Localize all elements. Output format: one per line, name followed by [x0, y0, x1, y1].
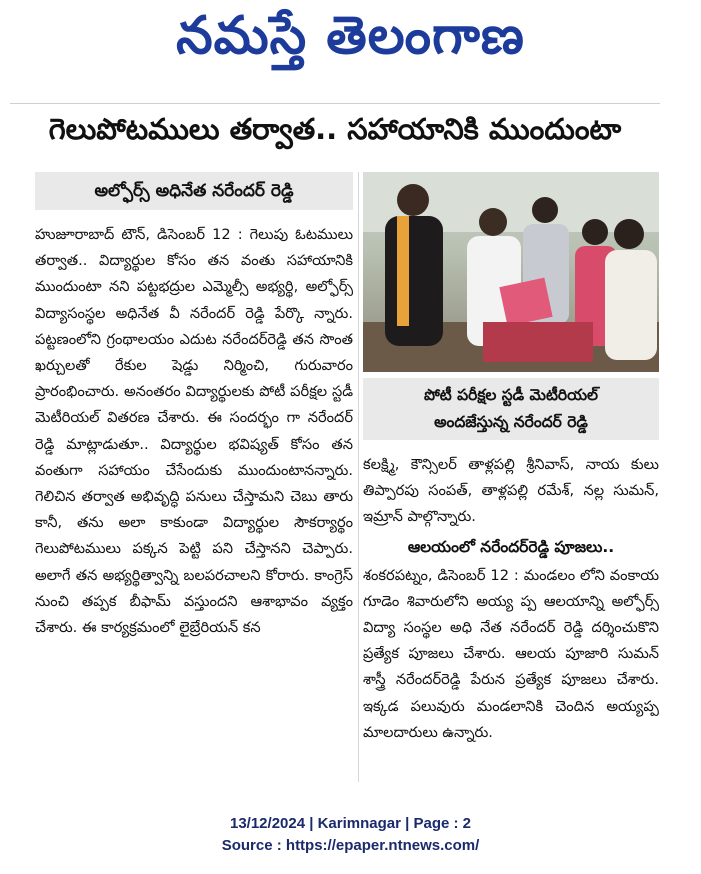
article-body: హుజూరాబాద్ టౌన్, డిసెంబర్ 12 : గెలుపు ఓటములు తర్వాత.. విద్యార్థుల కోసం తన వంతు సహాయానికి ముందుంటా నని పట్టభద్రుల ఎమ్మెల్సీ అభ్యర్థి, అల్ఫోర్స్ విద్యాసంస్థల అధినేత వీ నరేందర్ రెడ్డి పేర్కొ న్నారు. పట్టణంలోని గ్రంథాలయం ఎదుట నరేందర్‌రెడ్డి తన సొంత ఖర్చులతో రేకుల షెడ్డు నిర్మించి, గురువారం ప్రారంభించారు. అనంతరం విద్యార్థులకు పోటీ పరీక్షల స్టడీ మెటీరియల్ వితరణ చేశారు. ఈ సందర్భం గా నరేందర్ రెడ్డి మాట్లాడుతూ.. విద్యార్థుల భవిష్యత్ కోసం తన వంతుగా సహాయం చేసేందుకు ముందుంటానన్నారు. గెలిచిన తర్వాత అభివృద్ధి పనులు చేస్తామని చెబు తారు కానీ, తను అలా కాకుండా విద్యార్థుల సౌకర్యార్థం గెలుపోటములు పక్కన పెట్టి పని చేస్తానని చెప్పారు. అలాగే తన అభ్యర్థిత్వాన్ని బలపరచాలని కోరారు. కాంగ్రెస్ నుంచి తప్పక బీఫామ్ వస్తుందని ఆశాభావం వ్యక్తం చేశారు. ఈ కార్యక్రమంలో లైబ్రేరియన్ కన: [35, 226, 353, 637]
headline: గెలుపోటములు తర్వాత.. సహాయానికి ముందుంటా: [48, 112, 622, 146]
source-footer: [0, 813, 701, 857]
article-continued: కలక్ష్మి, కౌన్సిలర్ తాళ్లపల్లి శ్రీనివాస్, నాయ కులు తిప్పారపు సంపత్, తాళ్లపల్లి రమేశ్, నల్ల సుమన్, ఇమ్రాన్ పాల్గొన్నారు.: [363, 456, 659, 526]
article2-subhead: ఆలయంలో నరేందర్‌రెడ్డి పూజలు..: [407, 537, 615, 556]
newspaper-logo: నమస్తే తెలంగాణ: [176, 6, 525, 66]
masthead: [0, 0, 701, 92]
column-divider: [358, 172, 359, 782]
photo-illustration: [363, 172, 659, 372]
photo-caption-line-2: అందజేస్తున్న నరేందర్ రెడ్డి: [434, 413, 588, 431]
article-main: [35, 172, 353, 790]
photo-caption-line-1: పోటీ పరీక్షల స్టడీ మెటీరియల్: [423, 386, 599, 404]
article2-body: శంకరపట్నం, డిసెంబర్ 12 : మండలం లోని వంకాయ గూడెం శివారులోని అయ్య ప్ప ఆలయాన్ని అల్ఫోర్స్ విద్యా సంస్థల అధి నేత నరేందర్ రెడ్డి దర్శించుకొని ప్రత్యేక పూజలు చేశారు. ఆలయ పూజారి సుమన్ శాస్త్రీ నరేందర్‌రెడ్డి పేరున ప్రత్యేక పూజలు చేశారు. ఇక్కడ పలువురు మండలానికి చెందిన అయ్యప్ప మాలదారులు ఉన్నారు.: [363, 566, 659, 741]
article-subhead: అల్ఫోర్స్ అధినేత నరేందర్ రెడ్డి: [35, 172, 353, 210]
source-link[interactable]: Source : https://epaper.ntnews.com/: [221, 837, 480, 854]
header-divider: [10, 103, 660, 104]
photo-caption: [363, 378, 659, 440]
news-photo: [363, 172, 659, 372]
edition-info: 13/12/2024 | Karimnagar | Page : 2: [229, 815, 472, 832]
article-side: [363, 172, 659, 746]
